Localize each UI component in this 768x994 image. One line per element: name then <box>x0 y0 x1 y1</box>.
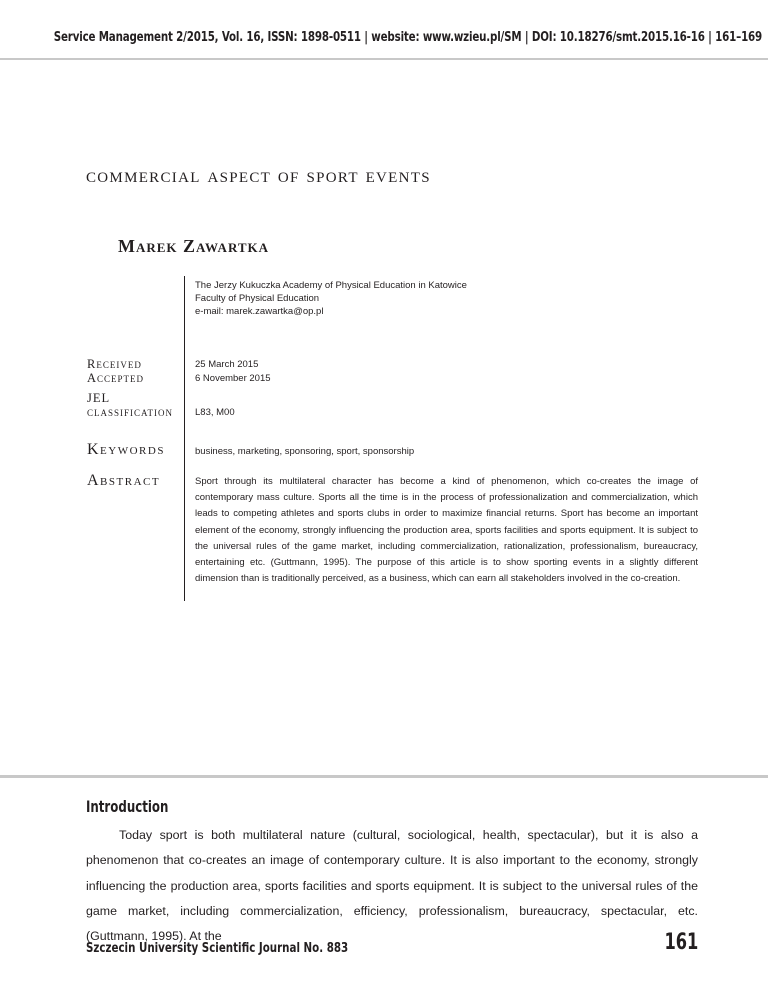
abstract-label: Abstract <box>87 472 161 489</box>
accepted-label: Accepted <box>87 371 145 385</box>
jel-codes: L83, M00 <box>195 407 235 418</box>
accepted-date: 6 November 2015 <box>195 373 271 384</box>
received-date: 25 March 2015 <box>195 359 259 370</box>
affiliation-institution: The Jerzy Kukuczka Academy of Physical Education in Katowice <box>195 280 467 291</box>
keywords-value: business, marketing, sponsoring, sport, sponsorship <box>195 446 415 457</box>
author-name: Marek Zawartka <box>118 236 270 256</box>
jel-classification-label: classification <box>87 405 174 419</box>
section-heading: Introduction <box>86 797 169 816</box>
running-header: Service Management 2/2015, Vol. 16, ISSN: 1898-0511 | website: www.wzieu.pl/SM | DOI: 10.18276/smt.2015.16-16 | 161–169 <box>53 30 763 45</box>
page-number: 161 <box>664 930 698 955</box>
section-divider <box>0 775 768 778</box>
header-divider <box>0 58 768 60</box>
keywords-label: Keywords <box>87 441 165 458</box>
abstract-text: Sport through its multilateral character has become a kind of phenomenon, which co-creates the image of contemporary mass culture. Sports all the time is in the process of professionalization and commercialization, which leads to competing athletes and sports clubs in order to maximize financial returns. Sport has become an important element of the economy, strongly influencing the production area, sports facilities and sports equipment. It is subject to the universal rules of the game market, including commercialization, rationalization, professionalism, bureaucracy, entertaining etc. (Guttmann, 1995). The purpose of this article is to show sporting events in a slightly different dimension than is traditionally perceived, as a business, which can earn all stakeholders involved in the co-creation. <box>195 476 698 585</box>
body-paragraph: Today sport is both multilateral nature (cultural, sociological, health, spectacular), but it is also a phenomenon that co-creates an image of contemporary culture. It is also important to the economy, strongly influencing the production area, sports facilities and sports equipment. It is subject to the universal rules of the game market, including commercialization, efficiency, professionalism, bureaucracy, spectacular, etc. (Guttmann, 1995). At the <box>86 828 698 944</box>
article-title: commercial aspect of sport events <box>86 162 431 187</box>
affiliation-faculty: Faculty of Physical Education <box>195 293 320 304</box>
affiliation-email: e-mail: marek.zawartka@op.pl <box>195 306 324 317</box>
metadata-vertical-rule <box>184 276 185 601</box>
received-label: Received <box>87 357 142 371</box>
jel-label: JEL <box>87 391 111 405</box>
journal-footer: Szczecin University Scientific Journal No. 883 <box>86 941 349 956</box>
affiliation-block <box>195 279 467 318</box>
